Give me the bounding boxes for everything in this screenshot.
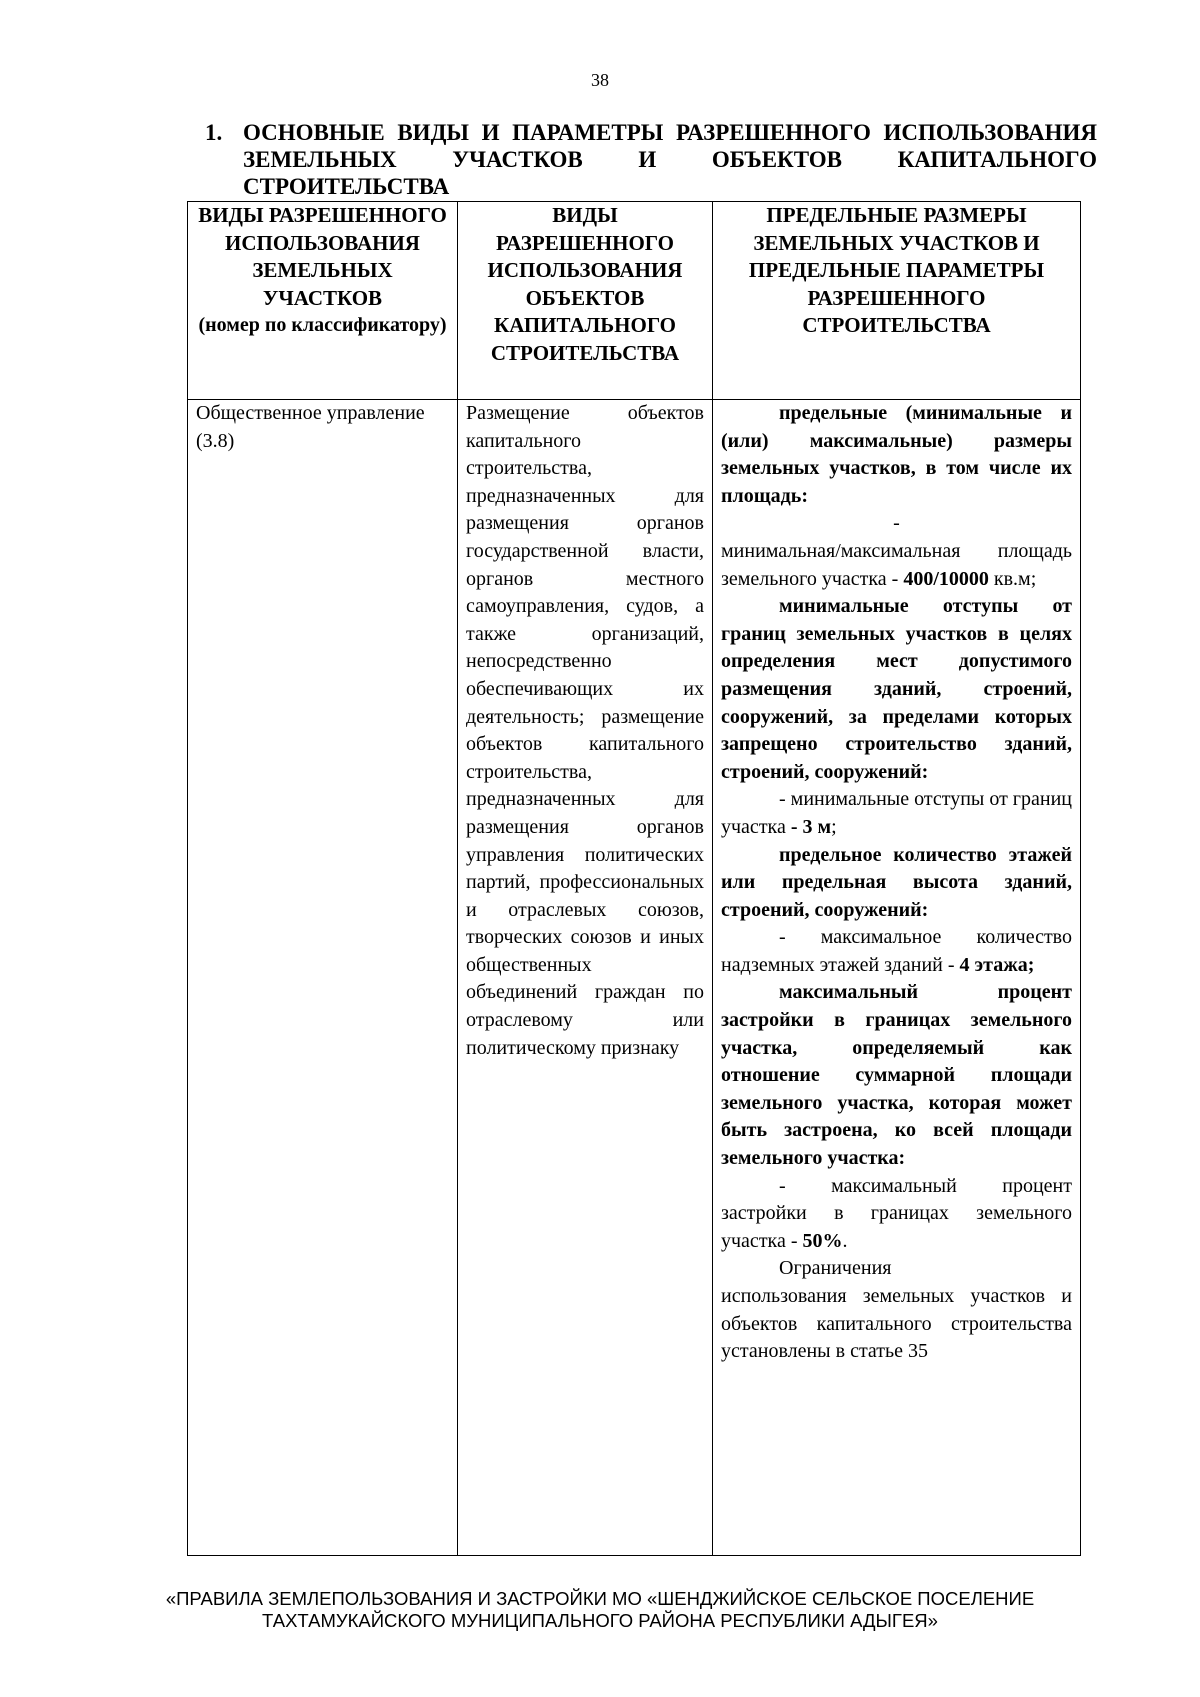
floors-text: - максимальное количество надземных этажей зданий - <box>721 926 1072 976</box>
coverage-text: - максимальный процент застройки в границах земельного участка - <box>721 1174 1072 1252</box>
restrictions-text: использования земельных участков и объектов капитального строительства установлены в статье 35 <box>721 1285 1072 1363</box>
size-text: минимальная/максимальная площадь земельного участка - <box>721 539 1072 590</box>
setback-text: - минимальные отступы от границ участка <box>721 788 1072 838</box>
land-use-code: (3.8) <box>196 429 235 452</box>
size-unit: кв.м; <box>988 567 1037 590</box>
size-value: 400/10000 <box>903 567 989 590</box>
coverage-value: 50% <box>802 1229 843 1252</box>
setback-paragraph <box>721 786 1072 841</box>
header-land-use-types-label: ВИДЫ РАЗРЕШЕННОГО ИСПОЛЬЗОВАНИЯ ЗЕМЕЛЬНЫХ УЧАСТКОВ <box>198 203 447 310</box>
floors-heading: предельное количество этажей или предельная высота зданий, строений, сооружений: <box>721 843 1072 921</box>
size-heading: предельные (минимальные и (или) максимальные) размеры земельных участков, в том числе их площадь: <box>721 402 1072 507</box>
setback-heading: минимальные отступы от границ земельных участков в целях определения мест допустимого размещения зданий, строений, сооружений, за пределами которых запрещено строительство зданий, строений, сооружений: <box>721 595 1072 783</box>
table-row <box>188 400 1081 1556</box>
section-heading <box>205 119 1097 200</box>
floors-paragraph <box>721 924 1072 979</box>
header-classifier-note: (номер по классификатору) <box>198 314 447 337</box>
document-footer <box>0 1588 1200 1632</box>
coverage-end: . <box>842 1229 848 1252</box>
land-use-name: Общественное управление <box>196 402 425 424</box>
footer-line-1: «ПРАВИЛА ЗЕМЛЕПОЛЬЗОВАНИЯ И ЗАСТРОЙКИ МО «ШЕНДЖИЙСКОЕ СЕЛЬСКОЕ ПОСЕЛЕНИЕ <box>165 1588 1035 1609</box>
coverage-paragraph <box>721 1173 1072 1256</box>
coverage-heading: максимальный процент застройки в границах земельного участка, определяемый как отношение суммарной площади земельного участка, которая может быть застроена, ко всей площади земельного участка: <box>721 981 1072 1170</box>
cell-land-use <box>188 400 458 1556</box>
footer-line-2: ТАХТАМУКАЙСКОГО МУНИЦИПАЛЬНОГО РАЙОНА РЕСПУБЛИКИ АДЫГЕЯ» <box>262 1610 938 1631</box>
land-use-table <box>187 201 1081 1556</box>
setback-end: ; <box>831 815 837 838</box>
section-title: ОСНОВНЫЕ ВИДЫ И ПАРАМЕТРЫ РАЗРЕШЕННОГО ИСПОЛЬЗОВАНИЯ ЗЕМЕЛЬНЫХ УЧАСТКОВ И ОБЪЕКТОВ КАПИТАЛЬНОГО СТРОИТЕЛЬСТВА <box>243 120 1097 199</box>
restrictions-title: Ограничения <box>779 1257 892 1280</box>
header-land-use-types <box>188 202 458 400</box>
size-paragraph <box>721 538 1072 593</box>
cell-parameters <box>713 400 1081 1556</box>
setback-value: - 3 м <box>790 815 832 838</box>
page-number: 38 <box>591 70 609 90</box>
size-dash: - <box>893 512 900 535</box>
floors-value: 4 этажа; <box>959 953 1035 976</box>
table-header-row <box>188 202 1081 400</box>
header-limit-parameters: ПРЕДЕЛЬНЫЕ РАЗМЕРЫ ЗЕМЕЛЬНЫХ УЧАСТКОВ И ПРЕДЕЛЬНЫЕ ПАРАМЕТРЫ РАЗРЕШЕННОГО СТРОИТЕЛЬСТВА <box>713 202 1081 400</box>
cell-objects: Размещение объектов капитального строительства, предназначенных для размещения органов государственной власти, органов местного самоуправления, судов, а также организаций, непосредственно обеспечивающих их деятельность; размещение объектов капитального строительства, предназначенных для размещения органов управления политических партий, профессиональных и отраслевых союзов, творческих союзов и иных общественных объединений граждан по отраслевому или политическому признаку <box>458 400 713 1556</box>
header-object-use-types: ВИДЫ РАЗРЕШЕННОГО ИСПОЛЬЗОВАНИЯ ОБЪЕКТОВ КАПИТАЛЬНОГО СТРОИТЕЛЬСТВА <box>458 202 713 400</box>
section-number: 1. <box>205 120 223 145</box>
